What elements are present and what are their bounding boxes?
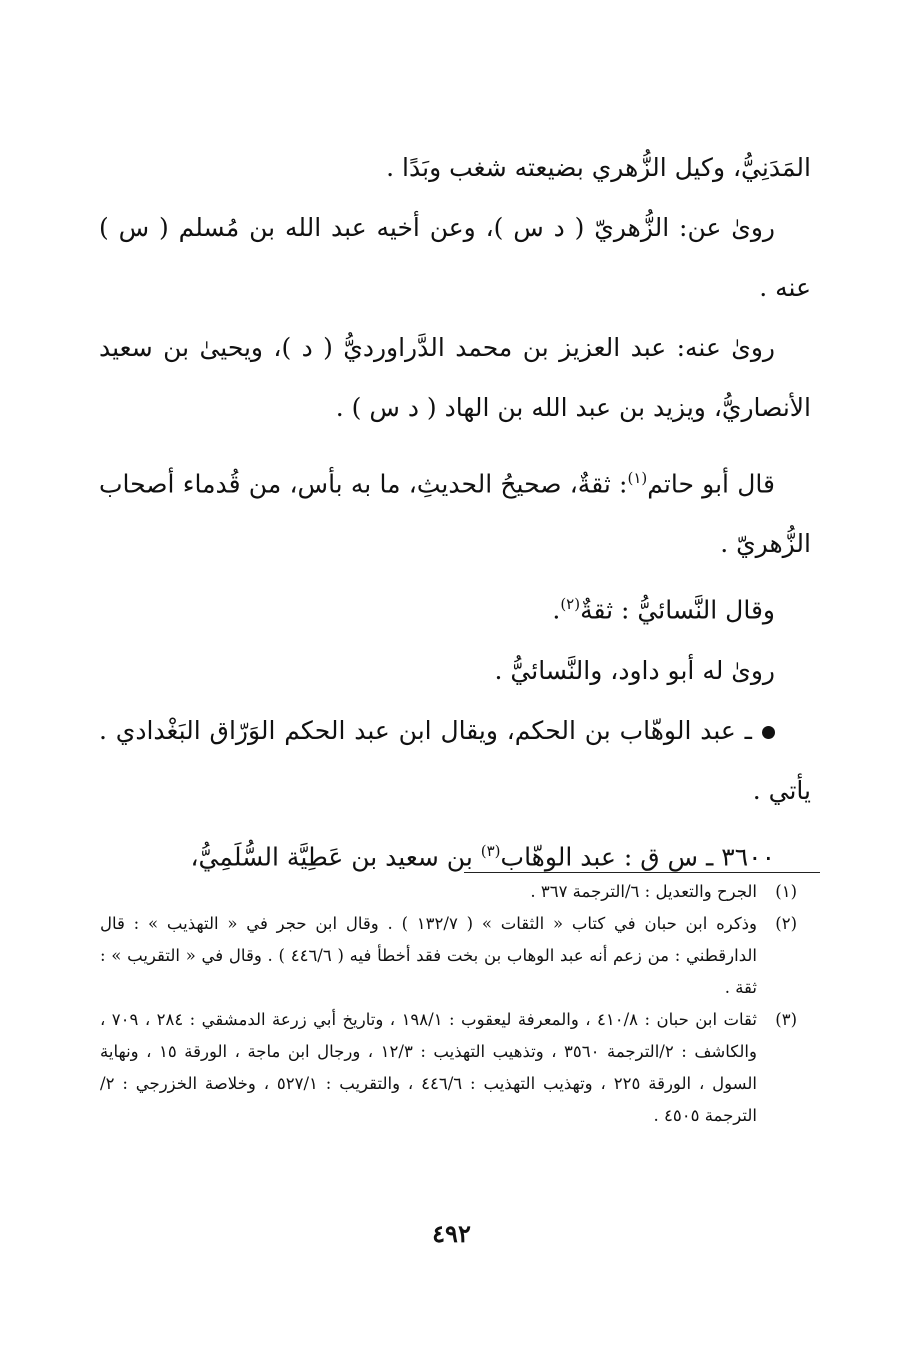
new-entry-name: بن سعيد بن عَطِيَّة السُّلَمِيُّ، [190, 841, 481, 871]
footnote-text: ثقات ابن حبان : ٤١٠/٨ ، والمعرفة ليعقوب : ١٩٨/١ ، وتاريخ أبي زرعة الدمشقي : ٢٨٤ ، ٧٠٩ ، والكاشف : ٢/الترجمة ٣٥٦٠ ، وتذهيب التهذيب : ١٢/٣ ، ورجال ابن ماجة ، الورقة ١٥ ، ونهاية السول ، الورقة ٢٢٥ ، وتهذيب التهذيب : ٤٤٦/٦ ، والتقريب : ٥٢٧/١ ، وخلاصة الخزرجي : ٢/الترجمة ٤٥٠٥ . [100, 1010, 758, 1125]
nasai-text: وقال النَّسائيُّ : ثقةٌ [580, 595, 775, 625]
entry-continuation [99, 138, 811, 198]
main-text [99, 138, 811, 887]
footnotes-section [100, 876, 797, 1132]
footnote-divider [464, 872, 820, 873]
abu-hatim-paragraph [99, 448, 811, 574]
narrated-from-paragraph [99, 198, 811, 318]
footnote-ref-1[interactable]: (١) [627, 469, 648, 487]
footnote-number: (٢) [775, 914, 797, 933]
nasai-paragraph [99, 574, 811, 640]
footnote-2 [100, 908, 797, 1004]
footnote-number: (٣) [775, 1010, 797, 1029]
narrated-for-text: روىٰ له أبو داود، والنَّسائيُّ . [494, 655, 775, 685]
cross-reference-text: ـ عبد الوهّاب بن الحكم، ويقال ابن عبد الحكم الوَرّاق البَغْدادي . يأتي . [99, 715, 811, 805]
cross-reference-entry [99, 701, 811, 821]
narrated-by-text: روىٰ عنه: عبد العزيز بن محمد الدَّراورديُّ ( د )، ويحيىٰ بن سعيد الأنصاريُّ، ويزيد بن عبد الله بن الهاد ( د س ) . [99, 333, 811, 422]
footnote-ref-3[interactable]: (٣) [480, 841, 501, 860]
new-entry-lead: ٣٦٠٠ ـ س ق : عبد الوهّاب [500, 841, 775, 871]
footnote-1 [100, 876, 797, 908]
page-number: ٤٩٢ [432, 1219, 471, 1248]
bullet-icon [762, 726, 775, 739]
footnote-ref-2[interactable]: (٢) [560, 595, 581, 614]
abu-hatim-text: : ثقةٌ، صحيحُ الحديثِ، ما به بأس، من قُدماء أصحاب الزُّهريّ . [99, 469, 811, 559]
footnote-number: (١) [775, 882, 797, 901]
footnote-text: وذكره ابن حبان في كتاب « الثقات » ( ١٣٢/٧ ) . وقال ابن حجر في « التهذيب » : قال الدارقطني : من زعم أنه عبد الوهاب بن بخت فقد أخطأ فيه ( ٤٤٦/٦ ) . وقال في « التقريب » : ثقة . [100, 914, 757, 997]
footnote-text: الجرح والتعديل : ٦/الترجمة ٣٦٧ . [530, 882, 757, 901]
narrated-from-text: روىٰ عن: الزُّهريّ ( د س )، وعن أخيه عبد الله بن مُسلم ( س ) عنه . [99, 213, 811, 302]
nasai-end: . [552, 595, 561, 625]
abu-hatim-lead: قال أبو حاتم [647, 469, 775, 499]
narrated-by-paragraph [99, 318, 811, 438]
entry-continuation-text: المَدَنِيُّ، وكيل الزُّهري بضيعته شغب وبَدًا . [386, 153, 811, 182]
footnote-3 [100, 1004, 797, 1132]
narrated-for-paragraph [99, 641, 811, 701]
